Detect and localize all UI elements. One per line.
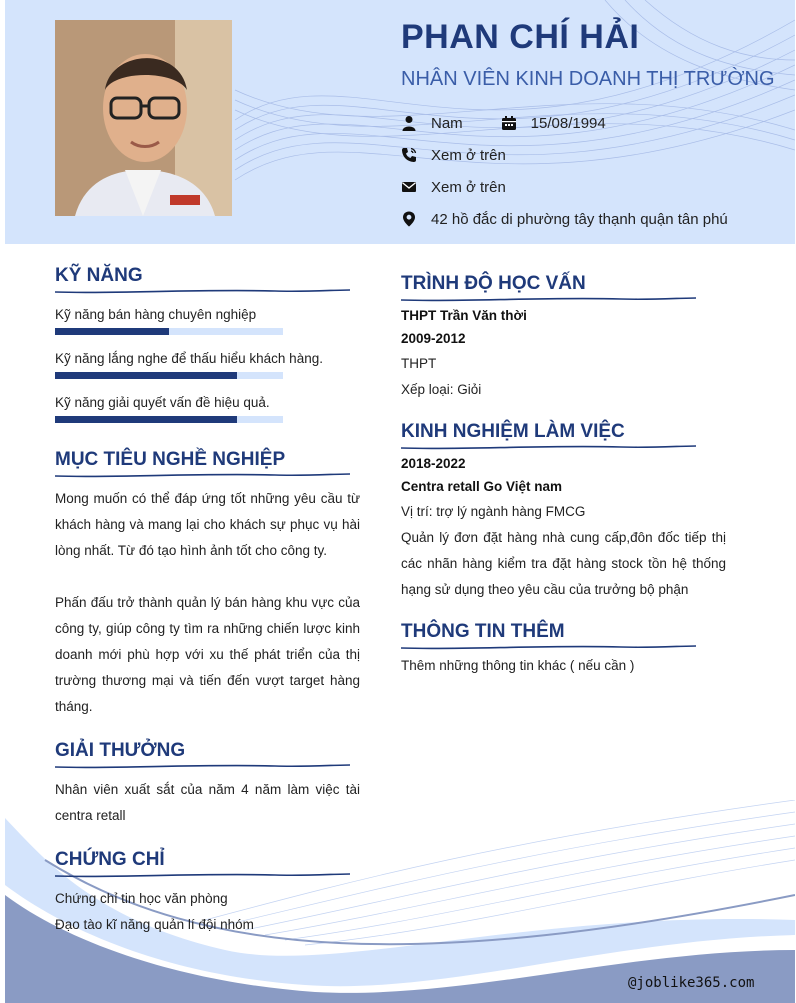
skill-label: Kỹ năng bán hàng chuyên nghiệp — [55, 307, 257, 322]
phone-icon — [401, 147, 417, 163]
experience-position: Vị trí: trợ lý ngành hàng FMCG — [401, 504, 586, 519]
experience-period: 2018-2022 — [401, 456, 466, 471]
info-row-personal — [401, 112, 606, 134]
certificates-heading-underline — [55, 871, 350, 879]
person-icon — [401, 115, 417, 131]
skill-label: Kỹ năng lắng nghe để thấu hiểu khách hàng. — [55, 351, 323, 366]
email-value: Xem ở trên — [431, 178, 506, 196]
skills-heading: KỸ NĂNG — [55, 265, 143, 286]
objective-heading-underline — [55, 471, 350, 479]
education-degree: THPT — [401, 356, 437, 371]
experience-heading: KINH NGHIỆM LÀM VIỆC — [401, 421, 625, 442]
location-pin-icon — [401, 211, 417, 227]
candidate-name: PHAN CHÍ HẢI — [401, 18, 640, 56]
objective-paragraph: Mong muốn có thể đáp ứng tốt những yêu cầu từ khách hàng và mang lại cho khách sự phục vụ hài lòng nhất. Từ đó tạo hình ảnh tốt cho công ty. — [55, 491, 360, 558]
awards-heading: GIẢI THƯỞNG — [55, 740, 186, 761]
info-row-address — [401, 208, 728, 230]
experience-company: Centra retall Go Việt nam — [401, 479, 563, 494]
calendar-icon — [501, 115, 517, 131]
experience-description: Quản lý đơn đặt hàng nhà cung cấp,đôn đốc tiếp thị các nhãn hàng kiểm tra đặt hàng stock tồn hệ thống hạng sử dụng theo yêu cầu của trưởng bộ phận — [401, 530, 726, 597]
certificates-heading: CHỨNG CHỈ — [55, 849, 165, 870]
extra-info-text: Thêm những thông tin khác ( nếu cần ) — [401, 658, 635, 673]
experience-heading-underline — [401, 443, 696, 451]
certificate-item: Chứng chỉ tin học văn phòng — [55, 891, 228, 906]
skill-bar-fill — [55, 372, 237, 379]
candidate-job-title: NHÂN VIÊN KINH DOANH THỊ TRƯỜNG — [401, 68, 775, 90]
objective-paragraph: Phấn đấu trở thành quản lý bán hàng khu vực của công ty, giúp công ty tìm ra những chiến lược kinh doanh mới phù hợp với xu thế phát triển của thị trường thương mại và tiến đến vượt target hàng tháng. — [55, 595, 360, 714]
header-panel — [5, 0, 795, 244]
info-row-phone — [401, 144, 506, 166]
skill-bar — [55, 372, 283, 379]
skills-heading-underline — [55, 287, 350, 295]
awards-heading-underline — [55, 762, 350, 770]
certificate-item: Đạo tào kĩ năng quản lí đội nhóm — [55, 917, 254, 932]
watermark-text: @joblike365.com — [628, 975, 755, 991]
profile-photo — [55, 20, 232, 216]
extra-info-heading: THÔNG TIN THÊM — [401, 621, 565, 642]
education-heading-underline — [401, 295, 696, 303]
skill-label: Kỹ năng giải quyết vấn đề hiệu quả. — [55, 395, 270, 410]
awards-text: Nhân viên xuất sắt của năm 4 năm làm việc tài centra retall — [55, 782, 360, 823]
info-row-email — [401, 176, 506, 198]
extra-info-heading-underline — [401, 643, 696, 651]
phone-value: Xem ở trên — [431, 146, 506, 164]
education-period: 2009-2012 — [401, 331, 466, 346]
skill-bar — [55, 416, 283, 423]
gender-value: Nam — [431, 114, 463, 132]
skill-bar-fill — [55, 328, 169, 335]
cv-page — [5, 0, 795, 1003]
education-grade: Xếp loại: Giỏi — [401, 382, 482, 397]
skill-bar — [55, 328, 283, 335]
address-value: 42 hồ đắc di phường tây thạnh quận tân phú — [431, 210, 728, 228]
objective-heading: MỤC TIÊU NGHỀ NGHIỆP — [55, 449, 286, 470]
education-school: THPT Trần Văn thời — [401, 308, 527, 323]
birthdate-value: 15/08/1994 — [530, 114, 606, 132]
envelope-icon — [401, 179, 417, 195]
education-heading: TRÌNH ĐỘ HỌC VẤN — [401, 273, 586, 294]
skill-bar-fill — [55, 416, 237, 423]
